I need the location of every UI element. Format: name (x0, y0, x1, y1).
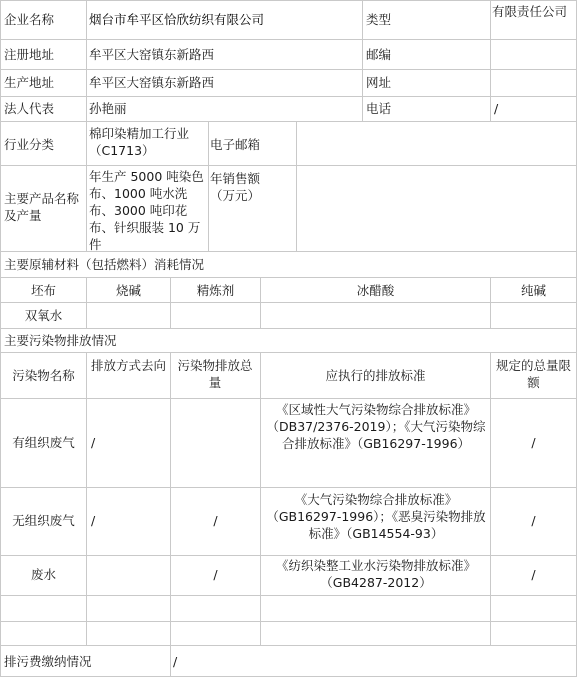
emission-row-3-name: 废水 (30, 567, 56, 582)
material-cell-4: 冰醋酸 (356, 283, 395, 298)
label-postcode: 邮编 (366, 47, 392, 62)
emission-header-name: 污染物名称 (12, 368, 75, 383)
label-fee-payment: 排污费缴纳情况 (4, 654, 92, 669)
label-phone: 电话 (366, 101, 392, 116)
label-products: 主要产品名称及产量 (4, 191, 80, 223)
emission-row-2-name: 无组织废气 (12, 513, 75, 528)
emission-row-2-method: / (91, 513, 96, 528)
emission-row-2-total: / (213, 513, 218, 528)
emission-header-standard: 应执行的排放标准 (325, 368, 426, 383)
material-cell-1: 坯布 (30, 283, 56, 298)
emission-row-3-standard: 《纺织染整工业水污染物排放标准》（GB4287-2012） (275, 558, 476, 590)
emission-header-method: 排放方式去向 (90, 358, 166, 373)
value-prod-address: 牟平区大窑镇东新路西 (89, 75, 215, 90)
value-products: 年生产 5000 吨染色布、1000 吨水洗布、3000 吨印花布、针织服装 10 万件 (89, 169, 204, 252)
value-industry: 棉印染精加工行业（C1713） (89, 126, 190, 158)
material-cell-2: 烧碱 (115, 283, 141, 298)
emission-row-1-name: 有组织废气 (12, 435, 75, 450)
value-legal-rep: 孙艳丽 (89, 101, 127, 116)
material-cell-6: 双氧水 (24, 308, 63, 323)
label-email: 电子邮箱 (210, 137, 261, 152)
emission-row-1-standard: 《区域性大气污染物综合排放标准》（DB37/2376-2019）；《大气污染物综合排放标准》（GB16297-1996） (266, 402, 486, 451)
emission-header-total: 污染物排放总量 (177, 358, 253, 390)
materials-section-title: 主要原辅材料（包括燃料）消耗情况 (4, 257, 205, 272)
label-prod-address: 生产地址 (4, 75, 55, 90)
emission-row-1-limit: / (531, 435, 536, 450)
label-industry: 行业分类 (4, 137, 55, 152)
value-type: 有限责任公司 (492, 4, 568, 19)
emission-row-2-standard: 《大气污染物综合排放标准》（GB16297-1996）；《恶臭污染物排放标准》（GB14554-93） (266, 492, 486, 541)
label-legal-rep: 法人代表 (4, 101, 55, 116)
emission-row-3-limit: / (531, 567, 536, 582)
value-reg-address: 牟平区大窑镇东新路西 (89, 47, 215, 62)
value-fee-payment: / (173, 654, 178, 669)
emission-row-3-total: / (213, 567, 218, 582)
label-type: 类型 (366, 12, 392, 27)
label-website: 网址 (366, 75, 392, 90)
emissions-section-title: 主要污染物排放情况 (4, 333, 117, 348)
label-enterprise-name: 企业名称 (4, 12, 55, 27)
label-reg-address: 注册地址 (4, 47, 55, 62)
emission-row-2-limit: / (531, 513, 536, 528)
emission-row-1-method: / (91, 435, 96, 450)
material-cell-5: 纯碱 (520, 283, 546, 298)
label-sales: 年销售额（万元） (210, 171, 261, 203)
material-cell-3: 精炼剂 (196, 283, 235, 298)
emission-header-limit: 规定的总量限额 (495, 358, 571, 390)
value-enterprise-name: 烟台市牟平区恰欣纺织有限公司 (89, 12, 265, 27)
value-phone: / (494, 101, 499, 116)
